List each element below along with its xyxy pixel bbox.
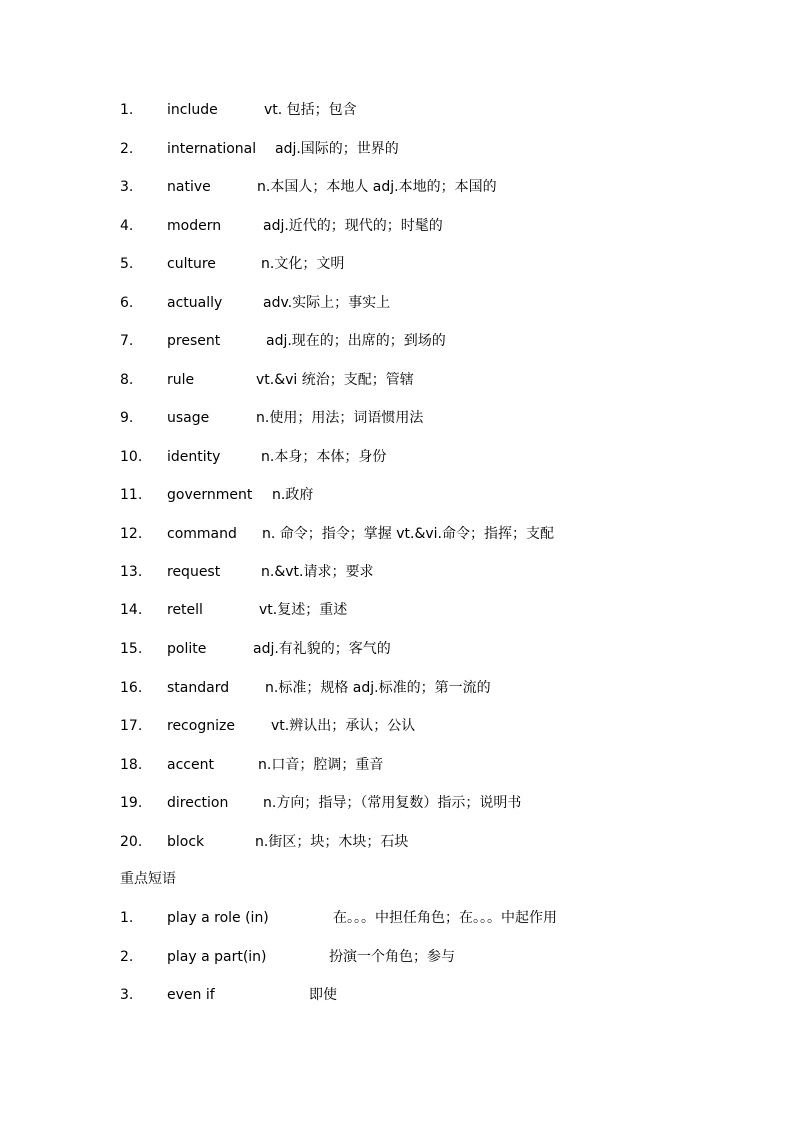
english-word: accent	[167, 757, 214, 773]
item-number: 10.	[120, 449, 143, 465]
english-phrase: even if	[167, 987, 215, 1003]
chinese-definition: adv.实际上；事实上	[263, 295, 391, 311]
item-number: 7.	[120, 333, 134, 349]
chinese-definition: n.口音；腔调；重音	[258, 757, 384, 773]
chinese-definition: n.标准；规格 adj.标准的；第一流的	[265, 680, 491, 696]
english-word: request	[167, 564, 221, 580]
english-word: actually	[167, 295, 223, 311]
item-number: 3.	[120, 179, 134, 195]
chinese-definition: 即使	[309, 987, 337, 1003]
chinese-definition: n.本国人；本地人 adj.本地的；本国的	[257, 179, 497, 195]
chinese-definition: adj.现在的；出席的；到场的	[266, 333, 446, 349]
item-number: 5.	[120, 256, 134, 272]
english-word: culture	[167, 256, 216, 272]
chinese-definition: 扮演一个角色；参与	[329, 949, 455, 965]
item-number: 9.	[120, 410, 134, 426]
english-word: retell	[167, 602, 203, 618]
item-number: 4.	[120, 218, 134, 234]
item-number: 11.	[120, 487, 143, 503]
english-word: include	[167, 102, 218, 118]
chinese-definition: n.政府	[272, 487, 314, 503]
chinese-definition: n.文化；文明	[261, 256, 345, 272]
item-number: 18.	[120, 757, 143, 773]
english-word: native	[167, 179, 211, 195]
item-number: 19.	[120, 795, 143, 811]
item-number: 14.	[120, 602, 143, 618]
chinese-definition: 在。。。中担任角色；在。。。中起作用	[333, 910, 557, 926]
english-word: command	[167, 526, 237, 542]
chinese-definition: adj.有礼貌的；客气的	[253, 641, 391, 657]
chinese-definition: n.本身；本体；身份	[261, 449, 387, 465]
english-word: direction	[167, 795, 229, 811]
item-number: 2.	[120, 949, 134, 965]
chinese-definition: vt.&vi 统治；支配；管辖	[256, 372, 414, 388]
english-word: standard	[167, 680, 230, 696]
english-phrase: play a role (in)	[167, 910, 269, 926]
chinese-definition: adj.近代的；现代的；时髦的	[263, 218, 443, 234]
chinese-definition: vt. 包括；包含	[264, 102, 357, 118]
item-number: 2.	[120, 141, 134, 157]
chinese-definition: n.&vt.请求；要求	[261, 564, 374, 580]
chinese-definition: n. 命令；指令；掌握 vt.&vi.命令；指挥；支配	[262, 526, 554, 542]
english-word: modern	[167, 218, 222, 234]
english-word: usage	[167, 410, 210, 426]
chinese-definition: vt.辨认出；承认；公认	[271, 718, 416, 734]
english-word: present	[167, 333, 221, 349]
english-word: block	[167, 834, 205, 850]
item-number: 8.	[120, 372, 134, 388]
english-phrase: play a part(in)	[167, 949, 267, 965]
chinese-definition: n.街区；块；木块；石块	[255, 834, 409, 850]
item-number: 17.	[120, 718, 143, 734]
chinese-definition: vt.复述；重述	[259, 602, 348, 618]
section-heading: 重点短语	[120, 871, 176, 887]
item-number: 1.	[120, 102, 134, 118]
english-word: international	[167, 141, 257, 157]
item-number: 6.	[120, 295, 134, 311]
item-number: 1.	[120, 910, 134, 926]
item-number: 15.	[120, 641, 143, 657]
english-word: government	[167, 487, 253, 503]
english-word: recognize	[167, 718, 235, 734]
item-number: 3.	[120, 987, 134, 1003]
chinese-definition: n.方向；指导；（常用复数）指示；说明书	[263, 795, 522, 811]
english-word: identity	[167, 449, 221, 465]
english-word: polite	[167, 641, 207, 657]
item-number: 20.	[120, 834, 143, 850]
chinese-definition: adj.国际的；世界的	[275, 141, 399, 157]
item-number: 12.	[120, 526, 143, 542]
chinese-definition: n.使用；用法；词语惯用法	[256, 410, 424, 426]
item-number: 13.	[120, 564, 143, 580]
english-word: rule	[167, 372, 195, 388]
item-number: 16.	[120, 680, 143, 696]
